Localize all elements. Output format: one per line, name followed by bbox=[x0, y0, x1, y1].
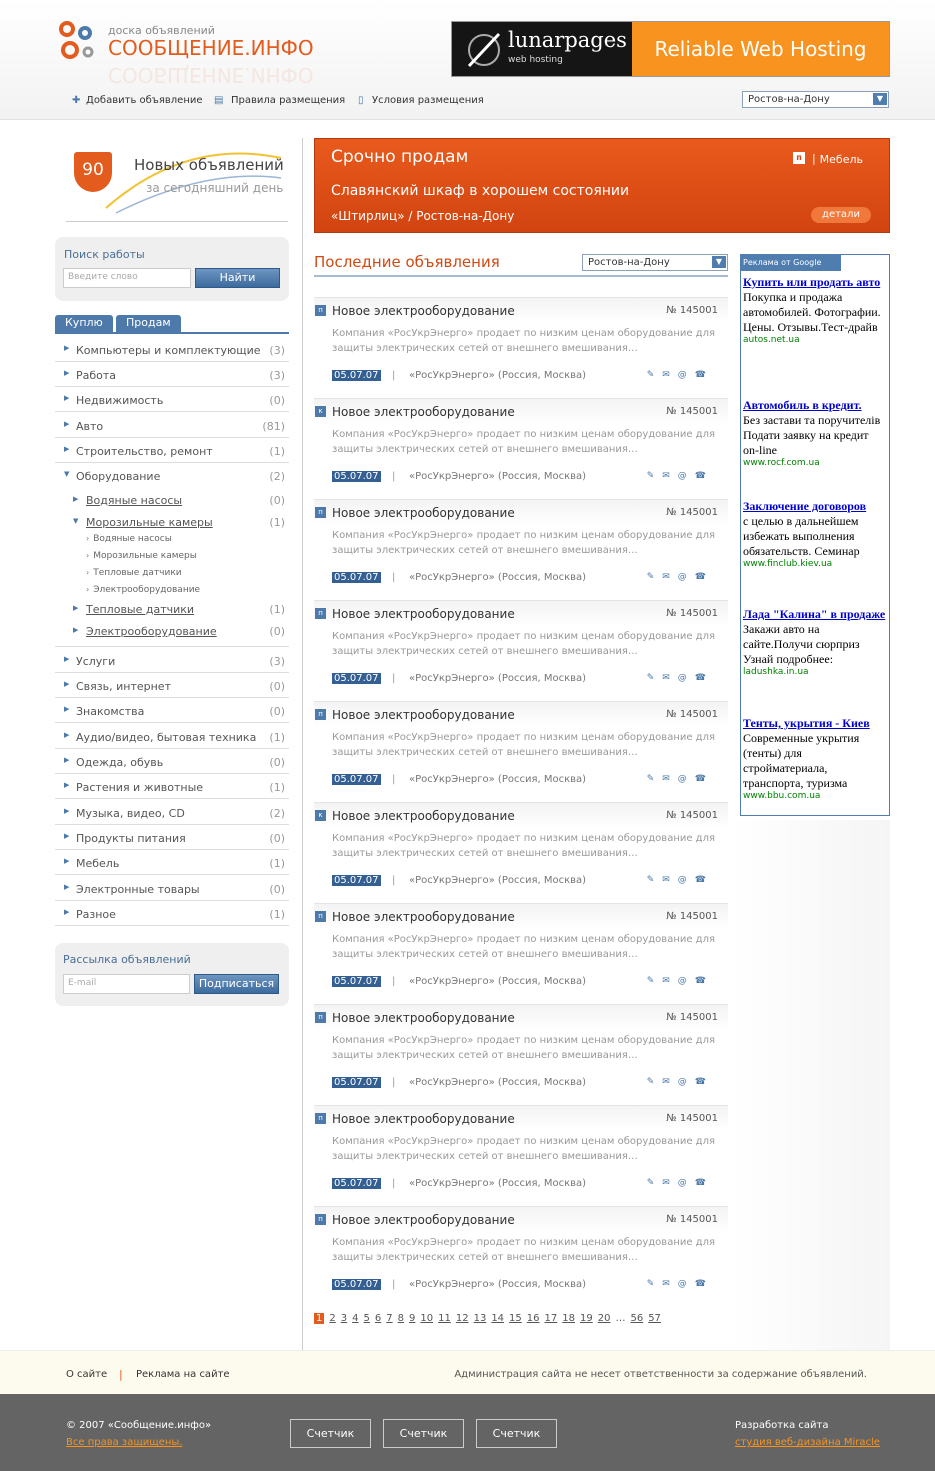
subsub-item[interactable]: › Электрооборудование bbox=[86, 585, 201, 595]
phone-icon[interactable]: ☎ bbox=[694, 471, 714, 481]
ad-company[interactable]: «РосУкрЭнерго» (Россия, Москва) bbox=[409, 572, 587, 583]
category-item[interactable]: ▶ Музыка, видео, CD (2) bbox=[55, 800, 289, 825]
subscribe-button[interactable]: Подписаться bbox=[194, 974, 279, 994]
page-link[interactable]: 7 bbox=[386, 1313, 393, 1324]
at-icon[interactable]: @ bbox=[677, 471, 695, 481]
phone-icon[interactable]: ☎ bbox=[694, 976, 714, 986]
logo-title[interactable]: СООБЩЕНИЕ.ИНФО bbox=[108, 36, 314, 60]
ad-date: 05.07.07 bbox=[334, 471, 379, 482]
ad-item[interactable] bbox=[314, 903, 728, 1004]
bullet-icon: ▶ bbox=[64, 655, 70, 663]
subcategory-item[interactable]: ▶ Тепловые датчики (1) bbox=[73, 603, 285, 616]
subsub-item[interactable]: › Водяные насосы bbox=[86, 534, 172, 544]
ad-title[interactable]: Новое электрооборудование bbox=[332, 809, 515, 823]
ad-number: № 145001 bbox=[666, 406, 718, 417]
ad-title[interactable]: Новое электрооборудование bbox=[332, 607, 515, 621]
category-item[interactable]: ▶ Электронные товары (0) bbox=[55, 876, 289, 901]
bullet-icon: ▶ bbox=[64, 344, 70, 352]
counter-badge[interactable]: Счетчик bbox=[476, 1419, 557, 1448]
latest-ads-title: Последние объявления bbox=[314, 253, 500, 271]
bullet-icon: ▶ bbox=[73, 604, 79, 612]
at-icon[interactable]: @ bbox=[677, 1279, 695, 1289]
bullet-icon: ▶ bbox=[64, 680, 70, 688]
separator: | bbox=[392, 976, 396, 987]
chevron-down-icon: ▼ bbox=[64, 470, 70, 478]
phone-icon[interactable]: ☎ bbox=[694, 774, 714, 784]
page-link[interactable]: 18 bbox=[562, 1313, 575, 1324]
category-item[interactable]: ▶ Одежда, обувь (0) bbox=[55, 749, 289, 774]
ad-description: Компания «РосУкрЭнерго» продает по низким ценам оборудование для защиты электрических сетей от внешнего вмешивания… bbox=[332, 934, 716, 960]
ad-description: Компания «РосУкрЭнерго» продает по низким ценам оборудование для защиты электрических сетей от внешнего вмешивания… bbox=[332, 732, 716, 758]
footer bbox=[0, 1394, 935, 1471]
at-icon[interactable]: @ bbox=[677, 1077, 695, 1087]
ad-date: 05.07.07 bbox=[334, 976, 379, 987]
ad-number: № 145001 bbox=[666, 1012, 718, 1023]
mail-icon[interactable]: ✉ bbox=[662, 572, 678, 582]
urgent-sale-block bbox=[314, 138, 890, 233]
ad-description: Компания «РосУкрЭнерго» продает по низким ценам оборудование для защиты электрических сетей от внешнего вмешивания… bbox=[332, 328, 716, 354]
phone-icon[interactable]: ☎ bbox=[694, 875, 714, 885]
phone-icon[interactable]: ☎ bbox=[694, 370, 714, 380]
ad-actions bbox=[647, 370, 714, 380]
edit-icon[interactable]: ✎ bbox=[646, 1178, 663, 1188]
ad-item[interactable] bbox=[314, 1105, 728, 1206]
page-link[interactable]: 11 bbox=[438, 1313, 451, 1324]
chevron-down-icon: ▼ bbox=[73, 517, 79, 525]
ad-number: № 145001 bbox=[666, 507, 718, 518]
ad-type-badge: п bbox=[315, 608, 326, 619]
ad-actions bbox=[647, 1279, 714, 1289]
rights-link[interactable]: Все права защищены. bbox=[66, 1437, 183, 1448]
page-link[interactable]: 14 bbox=[491, 1313, 505, 1324]
ad-item[interactable] bbox=[314, 1004, 728, 1105]
ad-actions bbox=[647, 1077, 714, 1087]
edit-icon[interactable]: ✎ bbox=[646, 471, 663, 481]
mail-icon[interactable]: ✉ bbox=[662, 673, 678, 683]
category-item[interactable]: ▶ Строительство, ремонт (1) bbox=[55, 438, 289, 463]
page-link[interactable]: 5 bbox=[363, 1313, 370, 1324]
subsub-item[interactable]: › Морозильные камеры bbox=[86, 551, 197, 561]
page-link[interactable]: 15 bbox=[509, 1313, 522, 1324]
bullet-icon: ▶ bbox=[64, 781, 70, 789]
separator: | bbox=[392, 1077, 396, 1088]
ad-description: Компания «РосУкрЭнерго» продает по низким ценам оборудование для защиты электрических сетей от внешнего вмешивания… bbox=[332, 631, 716, 657]
page-link[interactable]: 3 bbox=[340, 1313, 348, 1324]
ad-type-badge: п bbox=[315, 1113, 326, 1124]
bullet-icon: ▶ bbox=[64, 369, 70, 377]
at-icon[interactable]: @ bbox=[677, 370, 695, 380]
tab-sell[interactable]: Продам bbox=[116, 315, 181, 332]
bullet-icon: ▶ bbox=[64, 832, 70, 840]
page-link[interactable]: 8 bbox=[397, 1313, 404, 1324]
separator: | bbox=[392, 1279, 396, 1290]
swoosh-decoration bbox=[96, 138, 286, 218]
ad-description: Компания «РосУкрЭнерго» продает по низким ценам оборудование для защиты электрических сетей от внешнего вмешивания… bbox=[332, 1237, 716, 1263]
counter-badge[interactable]: Счетчик bbox=[383, 1419, 464, 1448]
banner-name: lunarpages bbox=[508, 28, 627, 52]
ad-number: № 145001 bbox=[666, 911, 718, 922]
developer-label: Разработка сайта bbox=[735, 1420, 829, 1431]
at-icon[interactable]: @ bbox=[677, 976, 695, 986]
ad-number: № 145001 bbox=[666, 709, 718, 720]
counter-badge[interactable]: Счетчик bbox=[290, 1419, 371, 1448]
new-ads-line2: за сегодняшний день bbox=[146, 181, 284, 195]
ad-date: 05.07.07 bbox=[334, 370, 379, 381]
tabs-underline bbox=[55, 332, 289, 334]
category-item[interactable]: ▶ Работа (3) bbox=[55, 362, 289, 387]
find-button[interactable]: Найти bbox=[195, 268, 280, 288]
ad-description: Компания «РосУкрЭнерго» продает по низким ценам оборудование для защиты электрических сетей от внешнего вмешивания… bbox=[332, 429, 716, 455]
bullet-icon: › bbox=[86, 585, 90, 594]
disclaimer: Администрация сайта не несет ответственности за содержание объявлений. bbox=[454, 1369, 867, 1380]
edit-icon[interactable]: ✎ bbox=[646, 370, 663, 380]
ad-description: Компания «РосУкрЭнерго» продает по низким ценам оборудование для защиты электрических сетей от внешнего вмешивания… bbox=[332, 833, 716, 859]
category-item[interactable]: ▶ Растения и животные (1) bbox=[55, 774, 289, 799]
at-icon[interactable]: @ bbox=[677, 673, 695, 683]
right-background bbox=[728, 820, 890, 1350]
ad-number: № 145001 bbox=[666, 810, 718, 821]
mail-icon[interactable]: ✉ bbox=[662, 1178, 678, 1188]
at-icon[interactable]: @ bbox=[677, 774, 695, 784]
separator bbox=[55, 646, 289, 647]
banner-logo bbox=[452, 22, 632, 76]
page-link[interactable]: 16 bbox=[526, 1313, 540, 1324]
separator: | bbox=[392, 471, 396, 482]
rules-link[interactable]: Правила размещения bbox=[231, 95, 346, 106]
ad-title[interactable]: Новое электрооборудование bbox=[332, 405, 515, 419]
ad-actions bbox=[647, 673, 714, 683]
ad-date: 05.07.07 bbox=[334, 1178, 379, 1189]
page-link[interactable]: 20 bbox=[597, 1313, 611, 1324]
ad-company[interactable]: «РосУкрЭнерго» (Россия, Москва) bbox=[409, 370, 587, 381]
edit-icon[interactable]: ✎ bbox=[646, 875, 663, 885]
banner-slogan: Reliable Web Hosting bbox=[632, 22, 889, 76]
ad-date: 05.07.07 bbox=[334, 774, 379, 785]
bullet-icon: ▶ bbox=[64, 394, 70, 402]
about-link[interactable]: О сайте bbox=[66, 1369, 108, 1380]
mail-icon[interactable]: ✉ bbox=[662, 370, 678, 380]
bullet-icon: › bbox=[86, 534, 90, 543]
bullet-icon: ▶ bbox=[73, 495, 79, 503]
edit-icon[interactable]: ✎ bbox=[646, 774, 663, 784]
city-select[interactable] bbox=[742, 91, 889, 108]
new-ads-count: 90 bbox=[74, 152, 112, 192]
details-button[interactable]: детали bbox=[811, 207, 871, 223]
ad-item[interactable] bbox=[314, 398, 728, 499]
ad-date: 05.07.07 bbox=[334, 1077, 379, 1088]
pagination bbox=[314, 1313, 666, 1324]
page-link[interactable]: 56 bbox=[630, 1313, 644, 1324]
mail-icon[interactable]: ✉ bbox=[662, 875, 678, 885]
separator: | bbox=[812, 152, 816, 165]
listing-underline bbox=[314, 275, 728, 277]
edit-icon[interactable]: ✎ bbox=[646, 572, 663, 582]
ad-company[interactable]: «РосУкрЭнерго» (Россия, Москва) bbox=[409, 1279, 587, 1290]
ad-title[interactable]: Новое электрооборудование bbox=[332, 304, 515, 318]
ad-title[interactable]: Новое электрооборудование bbox=[332, 506, 515, 520]
urgent-text[interactable]: Славянский шкаф в хорошем состоянии bbox=[331, 183, 630, 199]
at-icon[interactable]: @ bbox=[677, 875, 695, 885]
ad-type-badge: к bbox=[315, 810, 326, 821]
bullet-icon: ▶ bbox=[64, 420, 70, 428]
bullet-icon: ▶ bbox=[64, 705, 70, 713]
ad-company[interactable]: «РосУкрЭнерго» (Россия, Москва) bbox=[409, 1077, 587, 1088]
advertising-link[interactable]: Реклама на сайте bbox=[136, 1369, 230, 1380]
edit-icon[interactable]: ✎ bbox=[646, 1279, 663, 1289]
ad-date: 05.07.07 bbox=[334, 673, 379, 684]
newsletter-box bbox=[55, 943, 289, 1006]
page-link[interactable]: 9 bbox=[409, 1313, 416, 1324]
ad-description: Компания «РосУкрЭнерго» продает по низким ценам оборудование для защиты электрических сетей от внешнего вмешивания… bbox=[332, 1035, 716, 1061]
phone-icon[interactable]: ☎ bbox=[694, 572, 714, 582]
bullet-icon: ▶ bbox=[64, 883, 70, 891]
category-item[interactable]: ▶ Услуги (3) bbox=[55, 648, 289, 673]
page-link[interactable]: 4 bbox=[352, 1313, 359, 1324]
ad-company[interactable]: «РосУкрЭнерго» (Россия, Москва) bbox=[409, 471, 587, 482]
ad-company[interactable]: «РосУкрЭнерго» (Россия, Москва) bbox=[409, 1178, 587, 1189]
hosting-banner[interactable] bbox=[451, 21, 890, 77]
at-icon[interactable]: @ bbox=[677, 572, 695, 582]
category-item[interactable]: ▶ Авто (81) bbox=[55, 413, 289, 438]
google-ad[interactable]: Автомобиль в кредит. Без застави та поручителів Подати заявку на кредит on-line www.rocf.com.ua bbox=[743, 398, 881, 468]
ad-item[interactable] bbox=[314, 701, 728, 802]
ad-title[interactable]: Новое электрооборудование bbox=[332, 708, 515, 722]
separator: | bbox=[392, 370, 396, 381]
page-link[interactable]: 19 bbox=[579, 1313, 593, 1324]
page-link[interactable]: 57 bbox=[648, 1313, 661, 1324]
ad-type-badge: п bbox=[793, 152, 805, 164]
google-ad[interactable]: Тенты, укрытия - Киев Современные укрытия (тенты) для стройматериала, транспорта, туризма www.bbu.com.ua bbox=[743, 716, 870, 801]
job-search-box bbox=[55, 237, 289, 301]
listing-city-select[interactable] bbox=[582, 254, 728, 271]
page-link[interactable]: 6 bbox=[374, 1313, 382, 1324]
job-search-input[interactable]: Введите слово bbox=[63, 268, 191, 288]
ad-item[interactable] bbox=[314, 600, 728, 701]
document-icon: ▯ bbox=[358, 95, 364, 106]
ad-actions bbox=[647, 875, 714, 885]
bullet-icon: ▶ bbox=[64, 807, 70, 815]
listing-city-value: Ростов-на-Дону bbox=[588, 257, 670, 268]
banner-sub: web hosting bbox=[508, 55, 563, 65]
ad-actions bbox=[647, 471, 714, 481]
category-item[interactable]: ▶ Продукты питания (0) bbox=[55, 825, 289, 850]
bullet-icon: › bbox=[86, 551, 90, 560]
ad-number: № 145001 bbox=[666, 1214, 718, 1225]
newsletter-label: Рассылка объявлений bbox=[63, 953, 191, 966]
email-field[interactable]: E-mail bbox=[63, 974, 190, 994]
category-item[interactable]: ▶ Недвижимость (0) bbox=[55, 387, 289, 412]
bullet-icon: › bbox=[86, 568, 90, 577]
page-link[interactable]: 2 bbox=[329, 1313, 336, 1324]
bullet-icon: ▶ bbox=[64, 445, 70, 453]
ad-title[interactable]: Новое электрооборудование bbox=[332, 1011, 515, 1025]
ad-item[interactable] bbox=[314, 297, 728, 398]
ad-date: 05.07.07 bbox=[334, 572, 379, 583]
google-ad[interactable]: Заключение договоров с целью в дальнейшем избежать выполнения обязательств. Семинар www.finclub.kiev.ua bbox=[743, 499, 867, 569]
city-select-value: Ростов-на-Дону bbox=[748, 94, 830, 105]
ad-type-badge: п bbox=[315, 1012, 326, 1023]
ad-company[interactable]: «РосУкрЭнерго» (Россия, Москва) bbox=[409, 976, 587, 987]
bullet-icon: ▶ bbox=[64, 756, 70, 764]
ad-number: № 145001 bbox=[666, 305, 718, 316]
ad-type-badge: п bbox=[315, 305, 326, 316]
category-item-expanded[interactable]: ▼ Оборудование (2) bbox=[64, 470, 285, 483]
category-item[interactable]: ▶ Компьютеры и комплектующие (3) bbox=[55, 337, 289, 362]
category-item[interactable]: ▶ Знакомства (0) bbox=[55, 698, 289, 723]
ad-type-badge: п bbox=[315, 911, 326, 922]
add-ad-link[interactable]: Добавить объявление bbox=[86, 95, 203, 106]
google-ad[interactable]: Купить или продать авто Покупка и продажа автомобилей. Фотографии. Цены. Отзывы.Тест-драйв autos.net.ua bbox=[743, 275, 881, 345]
book-icon: ▤ bbox=[214, 95, 224, 106]
ad-type-badge: п bbox=[315, 1214, 326, 1225]
mail-icon[interactable]: ✉ bbox=[662, 774, 678, 784]
at-icon[interactable]: @ bbox=[677, 1178, 695, 1188]
logo-reflection: СООБЩЕНИЕ.ИНФО bbox=[108, 63, 314, 87]
phone-icon[interactable]: ☎ bbox=[694, 673, 714, 683]
category-item[interactable]: ▶ Разное (1) bbox=[55, 901, 289, 926]
ad-company[interactable]: «РосУкрЭнерго» (Россия, Москва) bbox=[409, 774, 587, 785]
edit-icon[interactable]: ✎ bbox=[646, 673, 663, 683]
ad-actions bbox=[647, 572, 714, 582]
copyright: © 2007 «Сообщение.инфо» bbox=[66, 1420, 212, 1431]
phone-icon[interactable]: ☎ bbox=[694, 1178, 714, 1188]
ad-type-badge: к bbox=[315, 406, 326, 417]
tab-buy[interactable]: Куплю bbox=[55, 315, 113, 332]
separator bbox=[66, 221, 288, 222]
page-link[interactable]: 12 bbox=[455, 1313, 469, 1324]
urgent-author: «Штирлиц» / Ростов-на-Дону bbox=[331, 209, 515, 223]
separator: | bbox=[119, 1368, 123, 1381]
globe-icon bbox=[466, 30, 502, 70]
ad-item[interactable] bbox=[314, 1206, 728, 1307]
category-item[interactable]: ▶ Связь, интернет (0) bbox=[55, 673, 289, 698]
mail-icon[interactable]: ✉ bbox=[662, 1077, 678, 1087]
logo-icon bbox=[58, 20, 98, 62]
category-item[interactable]: ▶ Мебель (1) bbox=[55, 850, 289, 875]
google-ad[interactable]: Лада "Калина" в продаже Закажи авто на сайте.Получи сюрприз Узнай подробнее: ladushka.in.ua bbox=[743, 607, 886, 677]
ad-company[interactable]: «РосУкрЭнерго» (Россия, Москва) bbox=[409, 875, 587, 886]
ad-item[interactable] bbox=[314, 802, 728, 903]
separator: | bbox=[392, 875, 396, 886]
ad-title[interactable]: Новое электрооборудование bbox=[332, 910, 515, 924]
page-link[interactable]: 10 bbox=[420, 1313, 434, 1324]
google-ads-header: Реклама от Google bbox=[741, 255, 841, 271]
subsub-item[interactable]: › Тепловые датчики bbox=[86, 568, 182, 578]
page-current[interactable]: 1 bbox=[316, 1313, 323, 1324]
ad-actions bbox=[647, 1178, 714, 1188]
footer-bar bbox=[0, 1350, 935, 1394]
bullet-icon: ▶ bbox=[64, 731, 70, 739]
new-ads-counter bbox=[66, 138, 288, 222]
subcategory-item[interactable]: ▶ Водяные насосы (0) bbox=[73, 494, 285, 507]
mail-icon[interactable]: ✉ bbox=[662, 976, 678, 986]
page-link: … bbox=[615, 1313, 626, 1324]
chevron-down-icon: ▼ bbox=[712, 256, 726, 268]
subcategory-item[interactable]: ▶ Электрооборудование (0) bbox=[73, 625, 285, 638]
subcategory-item-expanded[interactable]: ▼ Морозильные камеры (1) bbox=[73, 516, 285, 529]
page-link[interactable]: 13 bbox=[473, 1313, 487, 1324]
bullet-icon: ▶ bbox=[64, 908, 70, 916]
page-link[interactable]: 17 bbox=[544, 1313, 558, 1324]
ad-item[interactable] bbox=[314, 499, 728, 600]
bullet-icon: ▶ bbox=[64, 857, 70, 865]
header bbox=[0, 0, 935, 120]
ad-title[interactable]: Новое электрооборудование bbox=[332, 1112, 515, 1126]
phone-icon[interactable]: ☎ bbox=[694, 1077, 714, 1087]
urgent-category[interactable]: Мебель bbox=[819, 153, 863, 166]
phone-icon[interactable]: ☎ bbox=[694, 1279, 714, 1289]
ad-number: № 145001 bbox=[666, 608, 718, 619]
ad-date: 05.07.07 bbox=[334, 875, 379, 886]
ad-actions bbox=[647, 774, 714, 784]
ad-number: № 145001 bbox=[666, 1113, 718, 1124]
separator: | bbox=[392, 1178, 396, 1189]
new-ads-line1: Новых объявлений bbox=[134, 156, 284, 174]
ad-type-badge: п bbox=[315, 507, 326, 518]
mail-icon[interactable]: ✉ bbox=[662, 471, 678, 481]
urgent-title: Срочно продам bbox=[331, 147, 469, 167]
job-search-label: Поиск работы bbox=[64, 248, 145, 261]
category-item[interactable]: ▶ Аудио/видео, бытовая техника (1) bbox=[55, 724, 289, 749]
mail-icon[interactable]: ✉ bbox=[662, 1279, 678, 1289]
ad-title[interactable]: Новое электрооборудование bbox=[332, 1213, 515, 1227]
separator: | bbox=[392, 572, 396, 583]
studio-link[interactable]: студия веб-дизайна Miracle bbox=[735, 1437, 880, 1448]
terms-link[interactable]: Условия размещения bbox=[372, 95, 484, 106]
ad-type-badge: п bbox=[315, 709, 326, 720]
chevron-down-icon: ▼ bbox=[873, 93, 887, 105]
ad-description: Компания «РосУкрЭнерго» продает по низким ценам оборудование для защиты электрических сетей от внешнего вмешивания… bbox=[332, 530, 716, 556]
ad-company[interactable]: «РосУкрЭнерго» (Россия, Москва) bbox=[409, 673, 587, 684]
separator: | bbox=[392, 673, 396, 684]
ad-description: Компания «РосУкрЭнерго» продает по низким ценам оборудование для защиты электрических сетей от внешнего вмешивания… bbox=[332, 1136, 716, 1162]
logo-subtitle: доска объявлений bbox=[108, 24, 215, 37]
ad-actions bbox=[647, 976, 714, 986]
plus-icon: ✚ bbox=[72, 95, 81, 106]
ad-date: 05.07.07 bbox=[334, 1279, 379, 1290]
bullet-icon: ▶ bbox=[73, 626, 79, 634]
edit-icon[interactable]: ✎ bbox=[646, 976, 663, 986]
edit-icon[interactable]: ✎ bbox=[646, 1077, 663, 1087]
google-ads bbox=[740, 254, 890, 816]
column-divider bbox=[302, 138, 303, 1350]
separator: | bbox=[392, 774, 396, 785]
